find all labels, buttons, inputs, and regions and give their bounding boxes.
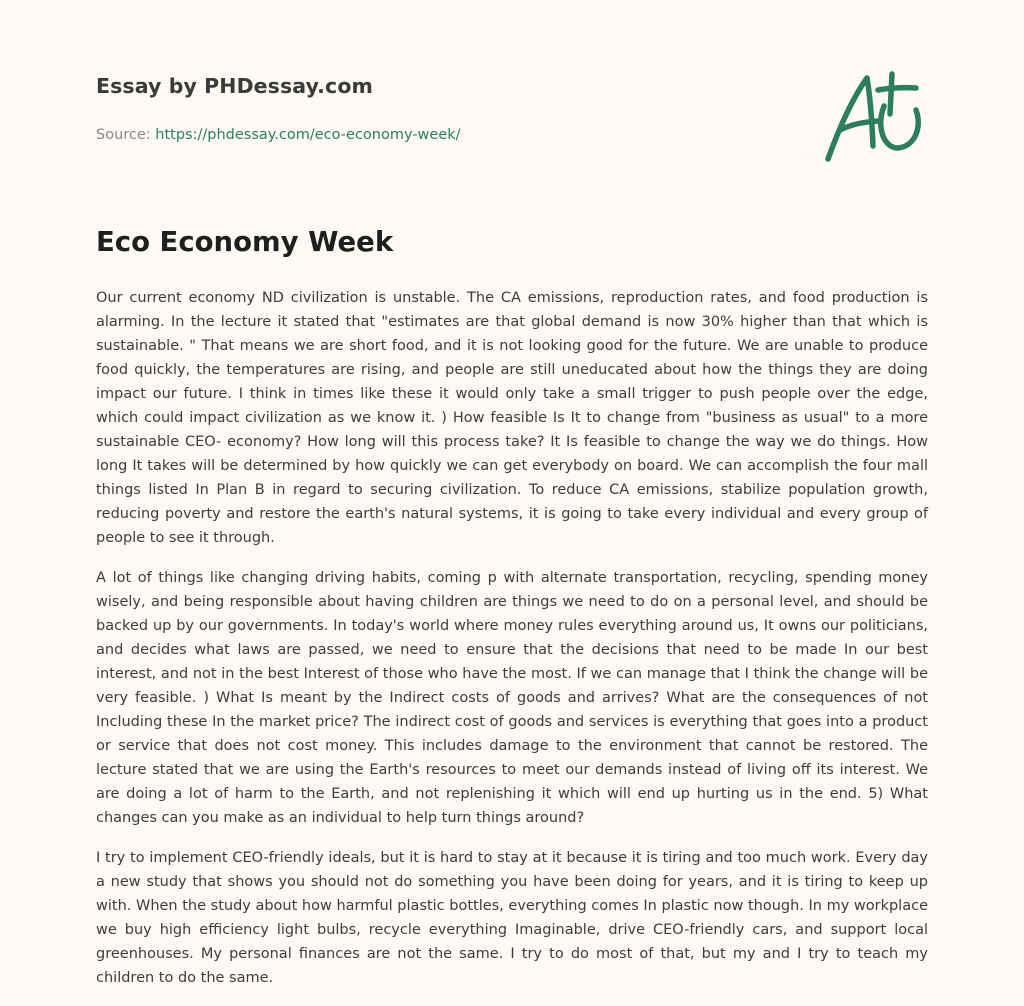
source-link[interactable]: https://phdessay.com/eco-economy-week/ xyxy=(155,127,461,143)
paragraph: I try to implement CEO-friendly ideals, but it is hard to stay at it because it is tiring and too much work. Every day a new study that shows you should not do something you have been doing for years, and it is tiring to keep up with. When the study about how harmful plastic bottles, everything comes In plastic now though. In my workplace we buy high efficiency light bulbs, recycle everything Imaginable, drive CEO-friendly cars, and support local greenhouses. My personal finances are not the same. I try to do most of that, but my and I try to teach my children to do the same. xyxy=(96,850,928,986)
source-line xyxy=(96,127,796,143)
article-body xyxy=(96,286,928,1006)
brand-title: Essay by PHDessay.com xyxy=(96,74,373,98)
a-plus-grade-icon xyxy=(820,66,930,166)
article-title: Eco Economy Week xyxy=(96,226,394,258)
page-header xyxy=(96,74,796,143)
paragraph: Our current economy ND civilization is unstable. The CA emissions, reproduction rates, and food production is alarming. In the lecture it stated that "estimates are that global demand is now 30% higher than that which is sustainable. " That means we are short food, and it is not looking good for the future. We are unable to produce food quickly, the temperatures are rising, and people are still uneducated about how the things they are doing impact our future. I think in times like these it would only take a small trigger to push people over the edge, which could impact civilization as we know it. ) How feasible Is It to change from "business as usual" to a more sustainable CEO- economy? How long will this process take? It Is feasible to change the way we do things. How long It takes will be determined by how quickly we can get everybody on board. We can accomplish the four mall things listed In Plan B in regard to securing civilization. To reduce CA emissions, stabilize population growth, reducing poverty and restore the earth's natural systems, it is going to take every individual and every group of people to see it through. xyxy=(96,290,928,546)
paragraph: A lot of things like changing driving habits, coming p with alternate transportation, recycling, spending money wisely, and being responsible about having children are things we need to do on a personal level, and should be backed up by our governments. In today's world where money rules everything around us, It owns our politicians, and decides what laws are passed, we need to ensure that the decisions that need to be made In our best interest, and not in the best Interest of those who have the most. If we can manage that I think the change will be very feasible. ) What Is meant by the Indirect costs of goods and arrives? What are the consequences of not Including these In the market price? The indirect cost of goods and services is everything that goes into a product or service that does not cost money. This includes damage to the environment that cannot be restored. The lecture stated that we are using the Earth's resources to meet our demands instead of living off its interest. We are doing a lot of harm to the Earth, and not replenishing it which will end up hurting us in the end. 5) What changes can you make as an individual to help turn things around? xyxy=(96,570,928,826)
source-label: Source: xyxy=(96,127,151,143)
